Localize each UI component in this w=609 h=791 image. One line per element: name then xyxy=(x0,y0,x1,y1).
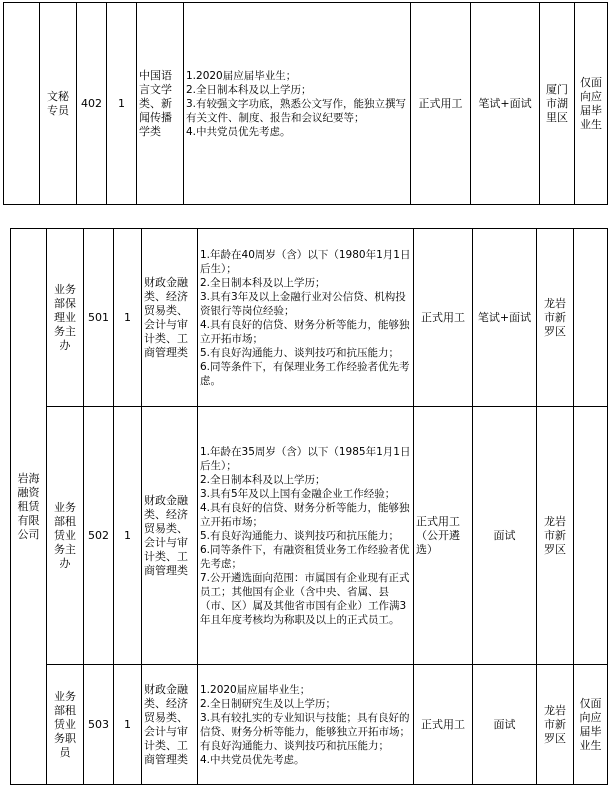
requirement-line: 3.具有较扎实的专业知识与技能；具有良好的信贷、财务分析等能力，能够独立开拓市场；有良好沟通能力、谈判技巧和抗压能力； xyxy=(200,711,410,752)
requirement-line: 1.年龄在40周岁（含）以下（1980年1月1日后生）； xyxy=(200,248,411,275)
headcount-cell: 1 xyxy=(114,407,142,665)
work-location-cell: 厦门市湖里区 xyxy=(540,3,575,205)
employment-type-cell: 正式用工（公开遴选） xyxy=(414,407,473,665)
recruitment-table-top xyxy=(3,2,608,205)
requirements-cell xyxy=(198,665,414,785)
requirement-line: 1.年龄在35周岁（含）以下（1985年1月1日后生）； xyxy=(200,445,411,472)
exam-method-cell: 面试 xyxy=(473,407,537,665)
requirement-line: 6.同等条件下，有融资租赁业务工作经验者优先考虑； xyxy=(200,543,410,570)
table-row xyxy=(11,407,608,665)
position-code-cell: 503 xyxy=(84,665,114,785)
requirement-line: 4.中共党员优先考虑。 xyxy=(200,753,305,766)
requirement-line: 4.中共党员优先考虑。 xyxy=(186,125,291,138)
position-code-cell: 502 xyxy=(84,407,114,665)
work-location-cell: 龙岩市新罗区 xyxy=(537,407,574,665)
position-cell: 业务部租赁业务主办 xyxy=(47,407,84,665)
requirement-line: 4.具有良好的信贷、财务分析等能力，能够独立开拓市场； xyxy=(200,318,410,345)
requirement-line: 3.具有5年及以上国有金融企业工作经验； xyxy=(200,487,396,500)
company-cell xyxy=(4,3,40,205)
note-cell xyxy=(574,229,608,407)
requirements-cell xyxy=(198,407,414,665)
headcount-cell: 1 xyxy=(114,665,142,785)
requirement-line: 1.2020届应届毕业生； xyxy=(186,69,297,82)
requirement-line: 2.全日制本科及以上学历； xyxy=(200,473,326,486)
exam-method-cell: 笔试+面试 xyxy=(473,229,537,407)
table-row xyxy=(11,665,608,785)
table-row xyxy=(4,3,608,205)
requirement-line: 2.全日制研究生及以上学历； xyxy=(200,697,337,710)
exam-method-cell: 笔试+面试 xyxy=(471,3,540,205)
position-cell: 业务部保理业务主办 xyxy=(47,229,84,407)
requirements-cell xyxy=(184,3,411,205)
requirement-line: 7.公开遴选面向范围：市属国有企业现有正式员工；其他国有企业（含中央、省属、县（市、区）属及其他省市国有企业）工作满3年且年度考核均为称职及以上的正式员工。 xyxy=(200,571,410,626)
requirement-line: 2.全日制本科及以上学历； xyxy=(186,83,312,96)
requirement-line: 2.全日制本科及以上学历； xyxy=(200,276,326,289)
exam-method-cell: 面试 xyxy=(473,665,537,785)
major-cell: 财政金融类、经济贸易类、会计与审计类、工商管理类 xyxy=(142,229,198,407)
note-cell: 仅面向应届毕业生 xyxy=(574,665,608,785)
employment-type-cell: 正式用工 xyxy=(414,665,473,785)
recruitment-table-company xyxy=(10,228,608,785)
table-row xyxy=(11,229,608,407)
requirement-line: 5.有良好沟通能力、谈判技巧和抗压能力； xyxy=(200,529,400,542)
major-cell: 财政金融类、经济贸易类、会计与审计类、工商管理类 xyxy=(142,665,198,785)
headcount-cell: 1 xyxy=(114,229,142,407)
company-name-cell: 岩海融资租赁有限公司 xyxy=(11,229,47,785)
position-code-cell: 501 xyxy=(84,229,114,407)
major-cell: 中国语言文学类、新闻传播学类 xyxy=(137,3,184,205)
employment-type-cell: 正式用工 xyxy=(414,229,473,407)
requirement-line: 3.有较强文字功底，熟悉公文写作，能独立撰写有关文件、制度、报告和会议纪要等； xyxy=(186,97,407,124)
work-location-cell: 龙岩市新罗区 xyxy=(537,665,574,785)
position-cell: 业务部租赁业务职员 xyxy=(47,665,84,785)
note-cell xyxy=(574,407,608,665)
requirement-line: 6.同等条件下，有保理业务工作经验者优先考虑。 xyxy=(200,360,410,387)
note-cell: 仅面向应届毕业生 xyxy=(575,3,608,205)
requirement-line: 4.具有良好的信贷、财务分析等能力，能够独立开拓市场； xyxy=(200,501,410,528)
major-cell: 财政金融类、经济贸易类、会计与审计类、工商管理类 xyxy=(142,407,198,665)
requirement-line: 3.具有3年及以上金融行业对公信贷、机构投资银行等岗位经验； xyxy=(200,290,406,317)
position-code-cell: 402 xyxy=(77,3,107,205)
requirement-line: 5.有良好沟通能力、谈判技巧和抗压能力； xyxy=(200,346,400,359)
position-cell: 文秘专员 xyxy=(40,3,77,205)
requirement-line: 1.2020届应届毕业生； xyxy=(200,683,311,696)
requirements-cell xyxy=(198,229,414,407)
work-location-cell: 龙岩市新罗区 xyxy=(537,229,574,407)
headcount-cell: 1 xyxy=(107,3,137,205)
employment-type-cell: 正式用工 xyxy=(411,3,471,205)
